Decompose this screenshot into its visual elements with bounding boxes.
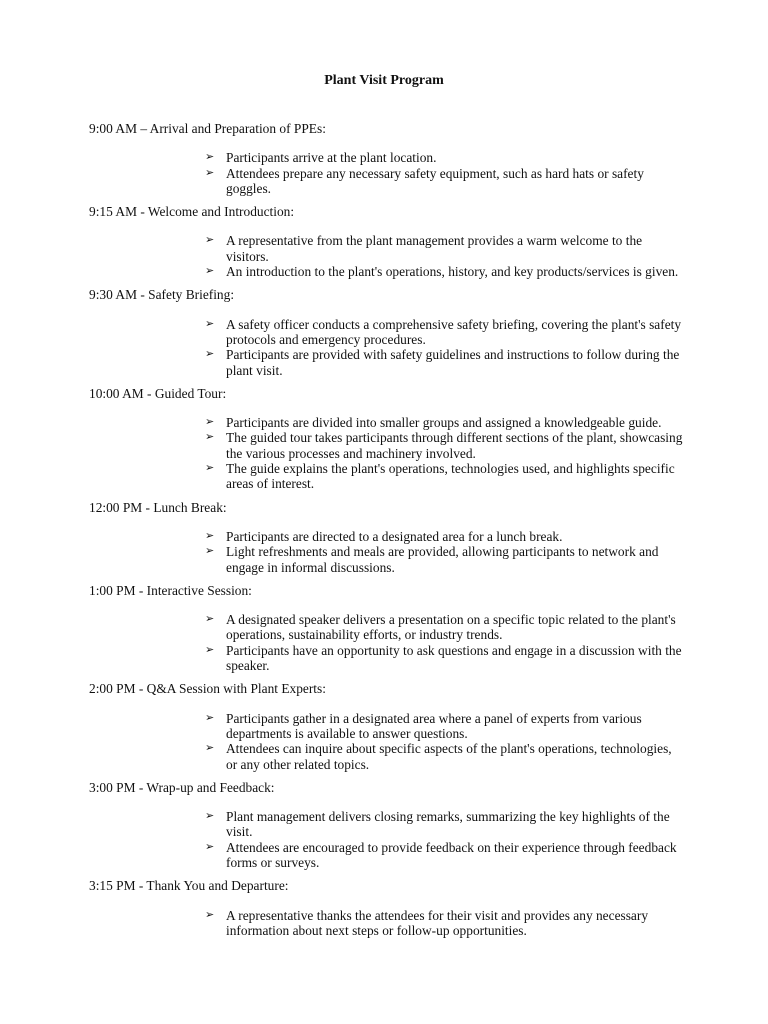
section-heading: 9:15 AM - Welcome and Introduction: xyxy=(89,204,295,220)
arrow-bullet-icon: ➢ xyxy=(205,545,215,558)
list-item-text: Participants have an opportunity to ask questions and engage in a discussion with the speaker. xyxy=(226,642,682,674)
list-item-text: Attendees can inquire about specific aspects of the plant's operations, technologies, or any other related topics. xyxy=(226,741,672,772)
arrow-bullet-icon: ➢ xyxy=(205,840,215,853)
bullet-list xyxy=(89,317,689,378)
list-item xyxy=(89,643,683,674)
program-section xyxy=(89,386,689,492)
arrow-bullet-icon: ➢ xyxy=(205,317,215,330)
document-body xyxy=(89,121,689,946)
list-item-text: Attendees prepare any necessary safety equipment, such as hard hats or safety goggles. xyxy=(226,165,644,196)
list-item xyxy=(89,150,683,165)
list-item xyxy=(89,430,683,461)
list-item-text: Plant management delivers closing remarks, summarizing the key highlights of the visit. xyxy=(226,809,670,840)
list-item-text: Participants are directed to a designated area for a lunch break. xyxy=(226,528,563,544)
section-heading: 2:00 PM - Q&A Session with Plant Experts: xyxy=(89,681,326,697)
list-item xyxy=(89,166,683,197)
arrow-bullet-icon: ➢ xyxy=(205,711,215,724)
arrow-bullet-icon: ➢ xyxy=(205,348,215,361)
section-heading: 12:00 PM - Lunch Break: xyxy=(89,499,227,515)
list-item-text: Participants are divided into smaller groups and assigned a knowledgeable guide. xyxy=(226,415,662,431)
bullet-list xyxy=(89,908,689,939)
list-item xyxy=(89,415,683,430)
list-item-text: A designated speaker delivers a presentation on a specific topic related to the plant's operations, sustainability efforts, or industry trends. xyxy=(226,612,676,643)
arrow-bullet-icon: ➢ xyxy=(205,234,215,247)
section-heading: 9:00 AM – Arrival and Preparation of PPEs: xyxy=(89,121,326,136)
program-section xyxy=(89,204,689,279)
arrow-bullet-icon: ➢ xyxy=(205,151,215,164)
list-item xyxy=(89,529,683,544)
program-section xyxy=(89,878,689,938)
bullet-list xyxy=(89,711,689,772)
bullet-list xyxy=(89,529,689,575)
arrow-bullet-icon: ➢ xyxy=(205,265,215,278)
arrow-bullet-icon: ➢ xyxy=(205,529,215,542)
list-item-text: The guide explains the plant's operations, technologies used, and highlights specific areas of interest. xyxy=(226,461,675,492)
list-item-text: Participants are provided with safety guidelines and instructions to follow during the plant visit. xyxy=(226,347,680,378)
list-item xyxy=(89,612,683,643)
page-title: Plant Visit Program xyxy=(324,73,444,88)
section-heading: 3:00 PM - Wrap-up and Feedback: xyxy=(89,779,275,795)
arrow-bullet-icon: ➢ xyxy=(205,462,215,475)
program-section xyxy=(89,121,689,196)
list-item-text: A representative thanks the attendees for their visit and provides any necessary information about next steps or follow-up opportunities. xyxy=(226,907,649,938)
arrow-bullet-icon: ➢ xyxy=(205,166,215,179)
bullet-list xyxy=(89,612,689,673)
section-heading: 1:00 PM - Interactive Session: xyxy=(89,582,252,598)
arrow-bullet-icon: ➢ xyxy=(205,613,215,626)
list-item xyxy=(89,264,683,279)
program-section xyxy=(89,681,689,771)
list-item xyxy=(89,840,683,871)
program-section xyxy=(89,500,689,575)
arrow-bullet-icon: ➢ xyxy=(205,810,215,823)
list-item-text: A representative from the plant management provides a warm welcome to the visitors. xyxy=(226,233,643,264)
list-item xyxy=(89,461,683,492)
section-heading: 10:00 AM - Guided Tour: xyxy=(89,385,227,401)
list-item xyxy=(89,711,683,742)
bullet-list xyxy=(89,150,689,196)
arrow-bullet-icon: ➢ xyxy=(205,908,215,921)
section-heading: 9:30 AM - Safety Briefing: xyxy=(89,287,235,303)
bullet-list xyxy=(89,809,689,870)
arrow-bullet-icon: ➢ xyxy=(205,742,215,755)
list-item xyxy=(89,741,683,772)
program-section xyxy=(89,287,689,377)
list-item-text: Participants gather in a designated area where a panel of experts from various departments is available to answer questions. xyxy=(226,710,642,741)
arrow-bullet-icon: ➢ xyxy=(205,431,215,444)
arrow-bullet-icon: ➢ xyxy=(205,416,215,429)
bullet-list xyxy=(89,233,689,279)
program-section xyxy=(89,583,689,673)
list-item-text: A safety officer conducts a comprehensive safety briefing, covering the plant's safety protocols and emergency procedures. xyxy=(226,316,682,347)
list-item xyxy=(89,809,683,840)
list-item xyxy=(89,233,683,264)
arrow-bullet-icon: ➢ xyxy=(205,643,215,656)
list-item-text: An introduction to the plant's operations, history, and key products/services is given. xyxy=(226,264,679,280)
list-item xyxy=(89,908,683,939)
list-item-text: Participants arrive at the plant location. xyxy=(226,150,437,166)
list-item xyxy=(89,544,683,575)
list-item xyxy=(89,317,683,348)
list-item xyxy=(89,347,683,378)
section-heading: 3:15 PM - Thank You and Departure: xyxy=(89,878,289,894)
list-item-text: The guided tour takes participants through different sections of the plant, showcasing the various processes and machinery involved. xyxy=(226,430,683,461)
program-section xyxy=(89,780,689,870)
list-item-text: Light refreshments and meals are provided, allowing participants to network and engage in informal discussions. xyxy=(226,544,659,575)
bullet-list xyxy=(89,415,689,491)
list-item-text: Attendees are encouraged to provide feedback on their experience through feedback forms or surveys. xyxy=(226,839,677,870)
